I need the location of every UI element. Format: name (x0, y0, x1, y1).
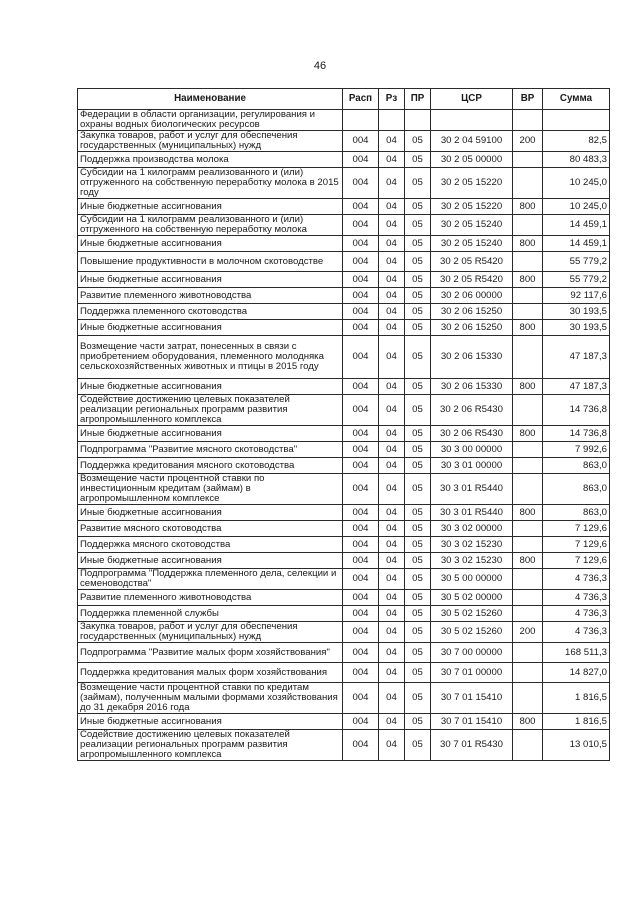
cell-pr: 05 (405, 336, 431, 379)
table-row (78, 304, 610, 320)
table-row (78, 110, 610, 131)
cell-rz (379, 110, 405, 131)
table-row (78, 643, 610, 663)
cell-rasp: 004 (343, 643, 379, 663)
cell-rz: 04 (379, 505, 405, 521)
table-row (78, 505, 610, 521)
cell-rz: 04 (379, 683, 405, 714)
cell-name: Поддержка мясного скотоводства (78, 537, 343, 553)
cell-sum: 863,0 (543, 505, 610, 521)
cell-csr: 30 2 06 R5430 (431, 426, 513, 442)
cell-name: Подпрограмма "Развитие малых форм хозяйствования" (78, 643, 343, 663)
cell-csr: 30 3 00 00000 (431, 442, 513, 458)
cell-rasp: 004 (343, 236, 379, 252)
table-row (78, 199, 610, 215)
cell-csr (431, 110, 513, 131)
cell-rz: 04 (379, 304, 405, 320)
cell-rasp: 004 (343, 442, 379, 458)
cell-name: Возмещение части затрат, понесенных в связи с приобретением оборудования, племенного молодняка сельскохозяйственных животных и птицы в 2015 году (78, 336, 343, 379)
cell-rz: 04 (379, 730, 405, 761)
cell-vr: 200 (513, 622, 543, 643)
cell-name: Подпрограмма "Поддержка племенного дела, селекции и семеноводства" (78, 569, 343, 590)
cell-rasp: 004 (343, 379, 379, 395)
table-row (78, 474, 610, 505)
cell-vr: 800 (513, 272, 543, 288)
cell-sum: 14 736,8 (543, 426, 610, 442)
cell-rz: 04 (379, 215, 405, 236)
cell-pr: 05 (405, 714, 431, 730)
cell-vr (513, 458, 543, 474)
cell-vr: 800 (513, 426, 543, 442)
cell-vr (513, 569, 543, 590)
cell-rz: 04 (379, 320, 405, 336)
cell-rasp: 004 (343, 288, 379, 304)
table-row (78, 606, 610, 622)
cell-name: Иные бюджетные ассигнования (78, 272, 343, 288)
cell-vr (513, 442, 543, 458)
table-row (78, 730, 610, 761)
cell-rz: 04 (379, 622, 405, 643)
cell-name: Иные бюджетные ассигнования (78, 236, 343, 252)
cell-sum: 10 245,0 (543, 168, 610, 199)
cell-csr: 30 7 01 00000 (431, 663, 513, 683)
cell-name: Развитие мясного скотоводства (78, 521, 343, 537)
cell-csr: 30 5 00 00000 (431, 569, 513, 590)
cell-sum: 863,0 (543, 458, 610, 474)
cell-csr: 30 7 01 R5430 (431, 730, 513, 761)
table-row (78, 553, 610, 569)
cell-csr: 30 2 05 15220 (431, 168, 513, 199)
table-row (78, 336, 610, 379)
cell-sum: 10 245,0 (543, 199, 610, 215)
header-sum: Сумма (543, 89, 610, 110)
cell-sum (543, 110, 610, 131)
cell-rz: 04 (379, 569, 405, 590)
cell-rz: 04 (379, 590, 405, 606)
cell-name: Поддержка кредитования малых форм хозяйствования (78, 663, 343, 683)
cell-csr: 30 2 06 00000 (431, 288, 513, 304)
table-row (78, 272, 610, 288)
cell-rasp: 004 (343, 252, 379, 272)
cell-csr: 30 3 02 00000 (431, 521, 513, 537)
cell-sum: 13 010,5 (543, 730, 610, 761)
table-row (78, 131, 610, 152)
table-row (78, 663, 610, 683)
cell-name: Поддержка племенного скотоводства (78, 304, 343, 320)
cell-rz: 04 (379, 152, 405, 168)
cell-vr: 200 (513, 131, 543, 152)
cell-pr: 05 (405, 236, 431, 252)
header-csr: ЦСР (431, 89, 513, 110)
cell-rz: 04 (379, 379, 405, 395)
table-row (78, 395, 610, 426)
cell-rz: 04 (379, 606, 405, 622)
cell-pr: 05 (405, 663, 431, 683)
cell-sum: 7 129,6 (543, 537, 610, 553)
cell-rz: 04 (379, 442, 405, 458)
cell-vr (513, 304, 543, 320)
cell-sum: 7 129,6 (543, 553, 610, 569)
cell-vr (513, 683, 543, 714)
cell-sum: 4 736,3 (543, 569, 610, 590)
cell-rasp: 004 (343, 683, 379, 714)
cell-name: Возмещение части процентной ставки по кредитам (займам), полученным малыми формами хозяйствования до 31 декабря 2016 года (78, 683, 343, 714)
cell-name: Возмещение части процентной ставки по инвестиционным кредитам (займам) в агропромышленном комплексе (78, 474, 343, 505)
cell-rasp: 004 (343, 131, 379, 152)
cell-name: Федерации в области организации, регулирования и охраны водных биологических ресурсов (78, 110, 343, 131)
cell-rasp: 004 (343, 272, 379, 288)
cell-rasp: 004 (343, 320, 379, 336)
cell-vr: 800 (513, 199, 543, 215)
cell-csr: 30 2 06 15250 (431, 320, 513, 336)
cell-name: Субсидии на 1 килограмм реализованного и (или) отгруженного на собственную переработку молока в 2015 году (78, 168, 343, 199)
cell-rz: 04 (379, 458, 405, 474)
cell-pr: 05 (405, 683, 431, 714)
cell-csr: 30 5 02 00000 (431, 590, 513, 606)
cell-name: Развитие племенного животноводства (78, 590, 343, 606)
cell-sum: 30 193,5 (543, 304, 610, 320)
header-rasp: Расп (343, 89, 379, 110)
cell-csr: 30 2 05 R5420 (431, 272, 513, 288)
table-row (78, 683, 610, 714)
cell-pr: 05 (405, 272, 431, 288)
table-row (78, 168, 610, 199)
cell-rasp: 004 (343, 505, 379, 521)
cell-pr: 05 (405, 304, 431, 320)
cell-name: Содействие достижению целевых показателей реализации региональных программ развития агропромышленного комплекса (78, 730, 343, 761)
cell-pr: 05 (405, 288, 431, 304)
cell-vr (513, 110, 543, 131)
cell-pr: 05 (405, 426, 431, 442)
cell-name: Содействие достижению целевых показателей реализации региональных программ развития агропромышленного комплекса (78, 395, 343, 426)
cell-rz: 04 (379, 168, 405, 199)
cell-rasp: 004 (343, 304, 379, 320)
cell-name: Иные бюджетные ассигнования (78, 379, 343, 395)
cell-vr (513, 252, 543, 272)
cell-rasp: 004 (343, 458, 379, 474)
cell-csr: 30 3 01 00000 (431, 458, 513, 474)
cell-pr: 05 (405, 590, 431, 606)
cell-rasp: 004 (343, 606, 379, 622)
cell-vr (513, 215, 543, 236)
cell-name: Поддержка производства молока (78, 152, 343, 168)
cell-rz: 04 (379, 553, 405, 569)
cell-pr: 05 (405, 252, 431, 272)
cell-sum: 1 816,5 (543, 683, 610, 714)
cell-pr: 05 (405, 152, 431, 168)
cell-vr (513, 590, 543, 606)
cell-vr (513, 521, 543, 537)
cell-rasp: 004 (343, 215, 379, 236)
header-vr: ВР (513, 89, 543, 110)
cell-csr: 30 2 05 00000 (431, 152, 513, 168)
cell-csr: 30 5 02 15260 (431, 622, 513, 643)
cell-csr: 30 3 02 15230 (431, 537, 513, 553)
cell-sum: 863,0 (543, 474, 610, 505)
cell-rasp: 004 (343, 590, 379, 606)
table-header-row (78, 89, 610, 110)
cell-rz: 04 (379, 131, 405, 152)
cell-rasp: 004 (343, 622, 379, 643)
cell-vr: 800 (513, 320, 543, 336)
cell-sum: 14 736,8 (543, 395, 610, 426)
page-number: 46 (313, 60, 327, 72)
table-row (78, 458, 610, 474)
cell-pr: 05 (405, 730, 431, 761)
cell-csr: 30 5 02 15260 (431, 606, 513, 622)
cell-name: Подпрограмма "Развитие мясного скотоводства" (78, 442, 343, 458)
table-row (78, 379, 610, 395)
cell-rasp (343, 110, 379, 131)
table-row (78, 622, 610, 643)
cell-pr: 05 (405, 606, 431, 622)
cell-rasp: 004 (343, 168, 379, 199)
cell-rz: 04 (379, 272, 405, 288)
cell-rasp: 004 (343, 553, 379, 569)
cell-csr: 30 3 02 15230 (431, 553, 513, 569)
cell-pr (405, 110, 431, 131)
cell-pr: 05 (405, 458, 431, 474)
cell-sum: 55 779,2 (543, 252, 610, 272)
cell-pr: 05 (405, 395, 431, 426)
cell-rasp: 004 (343, 537, 379, 553)
cell-rasp: 004 (343, 663, 379, 683)
cell-sum: 4 736,3 (543, 590, 610, 606)
cell-vr (513, 474, 543, 505)
cell-sum: 14 459,1 (543, 215, 610, 236)
cell-csr: 30 3 01 R5440 (431, 505, 513, 521)
cell-csr: 30 2 06 15330 (431, 336, 513, 379)
cell-vr (513, 288, 543, 304)
cell-sum: 47 187,3 (543, 379, 610, 395)
cell-rz: 04 (379, 336, 405, 379)
cell-rz: 04 (379, 252, 405, 272)
table-row (78, 714, 610, 730)
cell-csr: 30 2 05 15240 (431, 236, 513, 252)
cell-csr: 30 2 06 15250 (431, 304, 513, 320)
cell-sum: 4 736,3 (543, 606, 610, 622)
cell-csr: 30 2 05 R5420 (431, 252, 513, 272)
cell-sum: 14 459,1 (543, 236, 610, 252)
table-row (78, 236, 610, 252)
cell-vr (513, 336, 543, 379)
cell-pr: 05 (405, 553, 431, 569)
cell-name: Иные бюджетные ассигнования (78, 505, 343, 521)
cell-rasp: 004 (343, 336, 379, 379)
cell-name: Иные бюджетные ассигнования (78, 199, 343, 215)
cell-vr (513, 663, 543, 683)
cell-sum: 4 736,3 (543, 622, 610, 643)
cell-vr (513, 730, 543, 761)
table-row (78, 288, 610, 304)
cell-rasp: 004 (343, 474, 379, 505)
cell-pr: 05 (405, 168, 431, 199)
cell-rasp: 004 (343, 426, 379, 442)
table-row (78, 569, 610, 590)
cell-pr: 05 (405, 643, 431, 663)
header-rz: Рз (379, 89, 405, 110)
cell-rz: 04 (379, 714, 405, 730)
cell-sum: 82,5 (543, 131, 610, 152)
cell-vr (513, 537, 543, 553)
cell-rasp: 004 (343, 521, 379, 537)
cell-rz: 04 (379, 643, 405, 663)
cell-pr: 05 (405, 474, 431, 505)
budget-table (77, 88, 610, 761)
cell-sum: 7 129,6 (543, 521, 610, 537)
cell-pr: 05 (405, 442, 431, 458)
cell-sum: 92 117,6 (543, 288, 610, 304)
cell-name: Поддержка кредитования мясного скотоводства (78, 458, 343, 474)
cell-rz: 04 (379, 426, 405, 442)
cell-vr (513, 606, 543, 622)
cell-rz: 04 (379, 199, 405, 215)
cell-rz: 04 (379, 236, 405, 252)
cell-pr: 05 (405, 199, 431, 215)
cell-pr: 05 (405, 622, 431, 643)
cell-csr: 30 3 01 R5440 (431, 474, 513, 505)
cell-rz: 04 (379, 395, 405, 426)
cell-name: Закупка товаров, работ и услуг для обеспечения государственных (муниципальных) нужд (78, 131, 343, 152)
cell-name: Субсидии на 1 килограмм реализованного и (или) отгруженного на собственную переработку молока (78, 215, 343, 236)
cell-pr: 05 (405, 379, 431, 395)
cell-vr: 800 (513, 714, 543, 730)
header-pr: ПР (405, 89, 431, 110)
cell-name: Иные бюджетные ассигнования (78, 553, 343, 569)
header-name: Наименование (78, 89, 343, 110)
cell-sum: 55 779,2 (543, 272, 610, 288)
cell-sum: 47 187,3 (543, 336, 610, 379)
cell-vr (513, 152, 543, 168)
table-row (78, 152, 610, 168)
table-row (78, 426, 610, 442)
cell-pr: 05 (405, 320, 431, 336)
table-row (78, 590, 610, 606)
table-row (78, 215, 610, 236)
cell-rasp: 004 (343, 199, 379, 215)
cell-csr: 30 7 01 15410 (431, 714, 513, 730)
cell-vr: 800 (513, 236, 543, 252)
cell-vr (513, 168, 543, 199)
cell-rz: 04 (379, 537, 405, 553)
cell-vr: 800 (513, 553, 543, 569)
cell-sum: 7 992,6 (543, 442, 610, 458)
cell-csr: 30 2 06 15330 (431, 379, 513, 395)
table-row (78, 252, 610, 272)
cell-name: Повышение продуктивности в молочном скотоводстве (78, 252, 343, 272)
table-row (78, 521, 610, 537)
cell-pr: 05 (405, 537, 431, 553)
cell-csr: 30 7 01 15410 (431, 683, 513, 714)
cell-name: Развитие племенного животноводства (78, 288, 343, 304)
cell-sum: 14 827,0 (543, 663, 610, 683)
cell-sum: 168 511,3 (543, 643, 610, 663)
cell-sum: 80 483,3 (543, 152, 610, 168)
cell-pr: 05 (405, 505, 431, 521)
cell-rasp: 004 (343, 152, 379, 168)
cell-vr (513, 395, 543, 426)
cell-vr: 800 (513, 505, 543, 521)
cell-pr: 05 (405, 521, 431, 537)
cell-rz: 04 (379, 474, 405, 505)
cell-pr: 05 (405, 131, 431, 152)
cell-pr: 05 (405, 569, 431, 590)
cell-rz: 04 (379, 663, 405, 683)
cell-rasp: 004 (343, 395, 379, 426)
cell-csr: 30 2 06 R5430 (431, 395, 513, 426)
cell-pr: 05 (405, 215, 431, 236)
cell-csr: 30 2 05 15220 (431, 199, 513, 215)
cell-name: Иные бюджетные ассигнования (78, 714, 343, 730)
table-row (78, 442, 610, 458)
table-row (78, 537, 610, 553)
table-row (78, 320, 610, 336)
cell-csr: 30 7 00 00000 (431, 643, 513, 663)
cell-name: Иные бюджетные ассигнования (78, 426, 343, 442)
cell-rz: 04 (379, 521, 405, 537)
cell-csr: 30 2 05 15240 (431, 215, 513, 236)
cell-name: Поддержка племенной службы (78, 606, 343, 622)
cell-name: Закупка товаров, работ и услуг для обеспечения государственных (муниципальных) нужд (78, 622, 343, 643)
cell-rasp: 004 (343, 569, 379, 590)
cell-name: Иные бюджетные ассигнования (78, 320, 343, 336)
cell-rasp: 004 (343, 714, 379, 730)
cell-csr: 30 2 04 59100 (431, 131, 513, 152)
cell-vr (513, 643, 543, 663)
cell-sum: 1 816,5 (543, 714, 610, 730)
cell-sum: 30 193,5 (543, 320, 610, 336)
cell-rz: 04 (379, 288, 405, 304)
cell-rasp: 004 (343, 730, 379, 761)
cell-vr: 800 (513, 379, 543, 395)
